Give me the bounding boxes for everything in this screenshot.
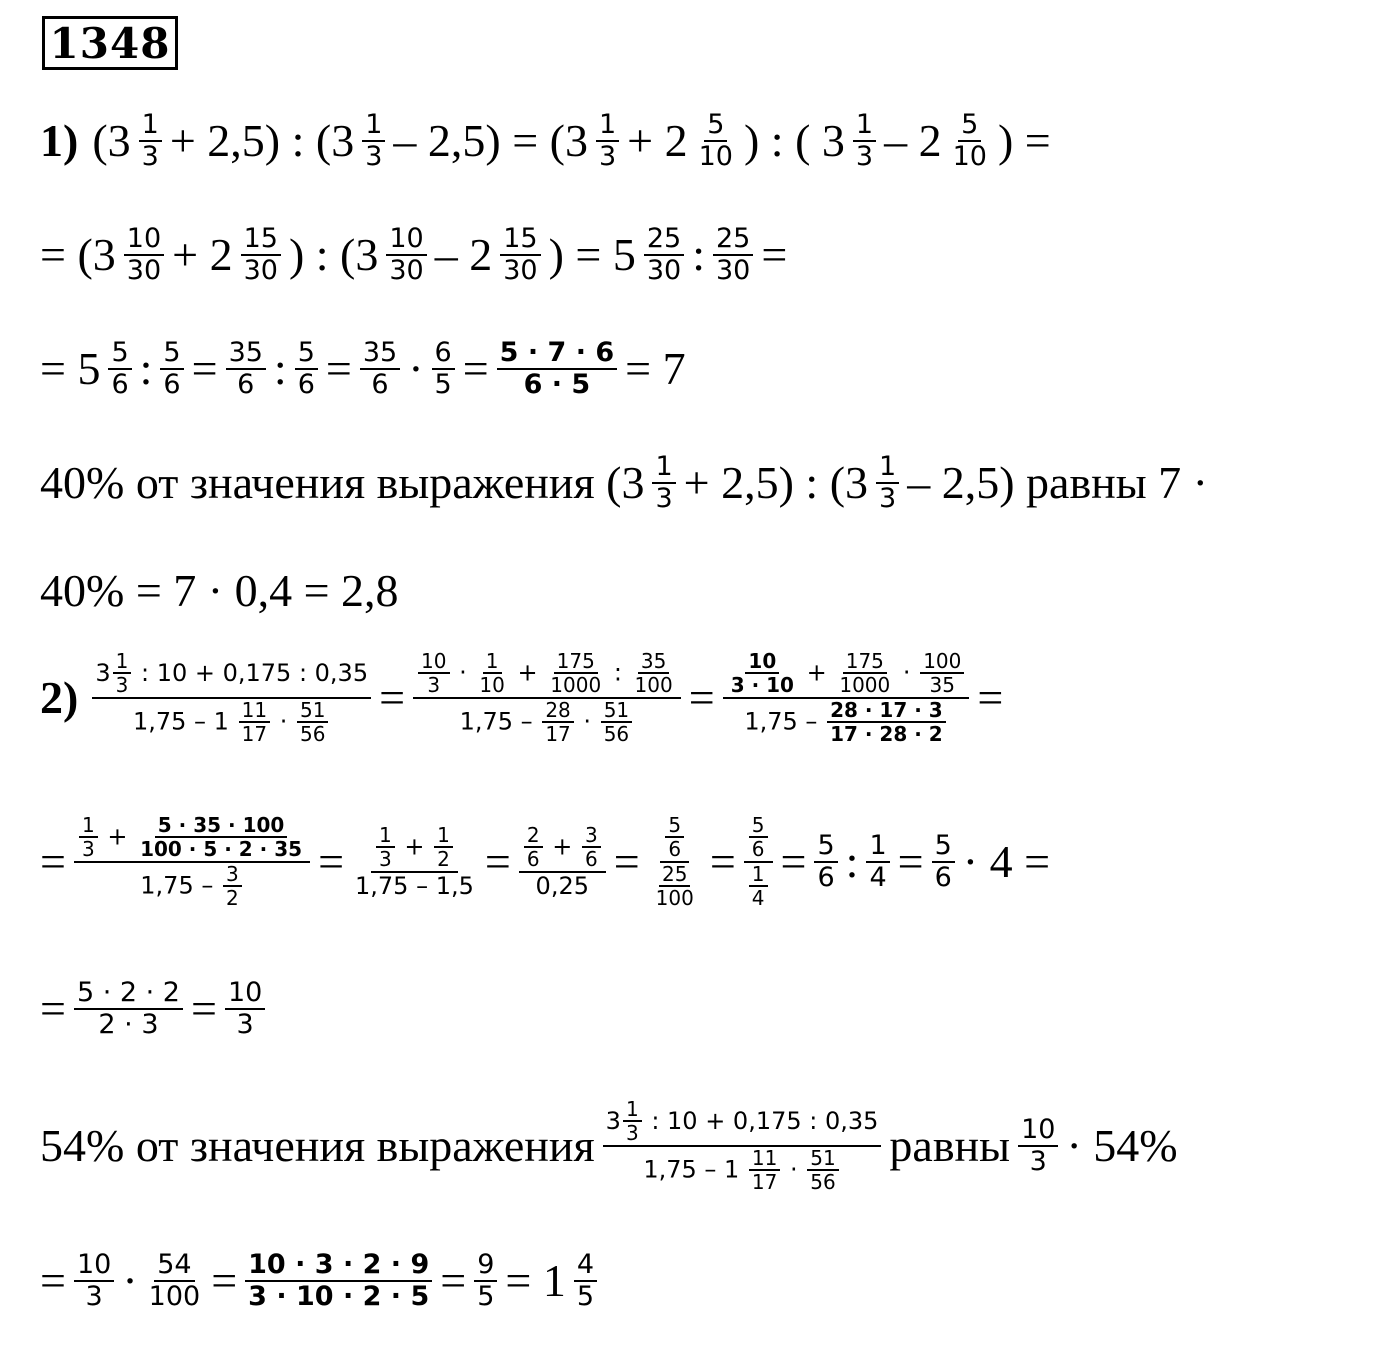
fraction: $\frac{54}{100}$ — [148, 1249, 201, 1313]
part1-line2 — [40, 224, 787, 286]
expr-text: равны — [889, 1119, 1011, 1171]
expr-text: : — [845, 835, 859, 887]
expr-text: · — [122, 1255, 138, 1307]
compound-fraction: $\frac{2}{6}$ + $\frac{3}{6}$ 0,25 — [519, 824, 606, 900]
expr-text: + 2 — [172, 229, 233, 281]
expr-text: = 5 — [40, 343, 101, 395]
equals: = — [780, 835, 807, 887]
fraction: $\frac{1}{3}$ — [139, 110, 162, 172]
compound-fraction: $\frac{\frac{5}{6}}{\frac{25}{100}}$ — [655, 813, 694, 911]
equals: = — [379, 671, 406, 723]
fraction: $\frac{9}{5}$ — [474, 1250, 497, 1312]
fraction: $\frac{1}{3}$ — [596, 110, 619, 172]
expr-text: = — [325, 343, 352, 395]
part2-line1 — [40, 650, 1003, 746]
expr-text: ) = 5 — [548, 229, 636, 281]
equals: = — [40, 983, 66, 1035]
fraction: $\frac{1}{4}$ — [866, 831, 889, 893]
part2-line3 — [40, 978, 273, 1040]
expr-text: · 54% — [1066, 1119, 1178, 1171]
expr-text: ) = — [997, 115, 1051, 167]
expr-text: 40% от значения выражения (3 — [40, 457, 645, 509]
equals: = — [190, 983, 217, 1035]
expr-text: – 2 — [884, 115, 942, 167]
compound-fraction: $\frac{10}{3 \cdot 10}$ + $\frac{175}{1000}$ · $\frac{100}{35}$ 1,75 – $\frac{28 \cdot 17 \cdot 3}{17 \cdot 28 \cdot 2}$ — [723, 650, 970, 746]
expr-text: – 2 — [434, 229, 493, 281]
compound-fraction: $\frac{1}{3}$ + $\frac{1}{2}$ 1,75 – 1,5 — [355, 822, 474, 900]
equals: = — [709, 835, 736, 887]
part1-label: 1) — [40, 115, 79, 167]
fraction: $\frac{5}{6}$ — [295, 338, 318, 400]
compound-fraction: $\frac{\frac{5}{6}}{\frac{1}{4}}$ — [744, 814, 773, 910]
fraction: $\frac{5 \cdot 2 \cdot 2}{2 \cdot 3}$ — [74, 978, 183, 1040]
expr-text: = 7 — [625, 343, 686, 395]
fraction: $\frac{10}{30}$ — [386, 224, 426, 286]
part2-line5 — [40, 1250, 605, 1312]
expr-text: : — [273, 343, 287, 395]
equals: = — [613, 835, 640, 887]
equals: = — [318, 835, 345, 887]
fraction: $\frac{5}{6}$ — [932, 831, 955, 893]
expr-text: + 2,5) : (3 — [683, 457, 869, 509]
expr-text: ) : ( 3 — [743, 115, 845, 167]
expr-text: 40% = 7 · 0,4 = 2,8 — [40, 565, 399, 616]
fraction: $\frac{5}{6}$ — [160, 338, 183, 400]
equals: = — [40, 1255, 66, 1307]
compound-fraction: 3 $\frac{1}{3}$ : 10 + 0,175 : 0,35 1,75 – 1 $\frac{11}{17}$ · $\frac{51}{56}$ — [92, 650, 371, 746]
fraction: $\frac{6}{5}$ — [432, 338, 455, 400]
compound-fraction: $\frac{1}{3}$ + $\frac{5 \cdot 35 \cdot 100}{100 \cdot 5 \cdot 2 \cdot 35}$ 1,75 – $\frac{3}{2}$ — [74, 814, 310, 910]
fraction: $\frac{1}{3}$ — [853, 110, 876, 172]
fraction: $\frac{10}{30}$ — [124, 224, 164, 286]
expr-text: 54% от значения выражения — [40, 1119, 595, 1171]
expr-text: (3 — [92, 115, 131, 167]
expr-text: – 2,5) равны 7 · — [907, 457, 1208, 509]
fraction: $\frac{1}{3}$ — [362, 110, 385, 172]
part2-label: 2) — [40, 671, 79, 723]
expr-text: · 4 = — [962, 835, 1051, 887]
fraction: $\frac{35}{6}$ — [226, 338, 266, 400]
fraction: $\frac{15}{30}$ — [500, 224, 540, 286]
expr-text: – 2,5) = (3 — [393, 115, 588, 167]
fraction: $\frac{5 \cdot 7 \cdot 6}{6 \cdot 5}$ — [497, 338, 617, 400]
fraction: $\frac{5}{6}$ — [814, 831, 837, 893]
compound-fraction: 3 $\frac{1}{3}$ : 10 + 0,175 : 0,35 1,75 – 1 $\frac{11}{17}$ · $\frac{51}{56}$ — [603, 1098, 882, 1194]
fraction: $\frac{5}{10}$ — [698, 109, 733, 173]
fraction: $\frac{1}{3}$ — [876, 452, 899, 514]
fraction: $\frac{10}{3}$ — [74, 1250, 114, 1312]
expr-text: = (3 — [40, 229, 116, 281]
fraction: $\frac{25}{30}$ — [713, 224, 753, 286]
fraction: $\frac{35}{6}$ — [360, 338, 400, 400]
expr-text: = — [897, 835, 924, 887]
equals: = — [40, 835, 66, 887]
fraction: $\frac{5}{10}$ — [952, 109, 987, 173]
expr-text: = — [211, 1255, 238, 1307]
part1-line3 — [40, 338, 686, 400]
expr-text: : — [692, 229, 705, 281]
expr-text: = — [761, 229, 788, 281]
expr-text: = — [440, 1255, 467, 1307]
expr-text: = 1 — [505, 1255, 566, 1307]
equals: = — [688, 671, 715, 723]
compound-fraction: $\frac{10}{3}$ · $\frac{1}{10}$ + $\frac{175}{1000}$ : $\frac{35}{100}$ 1,75 – $\frac{28}{17}$ · $\frac{51}{56}$ — [413, 650, 681, 746]
expr-text: = — [191, 343, 218, 395]
fraction: $\frac{10}{3}$ — [1018, 1115, 1058, 1177]
fraction: $\frac{4}{5}$ — [574, 1250, 597, 1312]
fraction: $\frac{10}{3}$ — [225, 978, 265, 1040]
equals: = — [977, 671, 1004, 723]
part1-line1 — [40, 110, 1051, 172]
fraction: $\frac{5}{6}$ — [108, 338, 131, 400]
fraction: $\frac{15}{30}$ — [241, 224, 281, 286]
part2-line2 — [40, 814, 1050, 910]
expr-text: + 2,5) : (3 — [169, 115, 355, 167]
expr-text: ) : (3 — [288, 229, 379, 281]
equals: = — [484, 835, 511, 887]
expr-text: = — [462, 343, 489, 395]
fraction: $\frac{1}{3}$ — [652, 452, 675, 514]
task-number: 1348 — [42, 16, 178, 70]
fraction: $\frac{25}{30}$ — [644, 224, 684, 286]
expr-text: · — [408, 343, 424, 395]
part1-line5 — [40, 565, 399, 616]
part2-line4 — [40, 1098, 1178, 1194]
expr-text: + 2 — [627, 115, 688, 167]
part1-line4 — [40, 452, 1208, 514]
fraction: $\frac{10 \cdot 3 \cdot 2 \cdot 9}{3 \cdot 10 \cdot 2 \cdot 5}$ — [245, 1250, 432, 1312]
expr-text: : — [139, 343, 153, 395]
